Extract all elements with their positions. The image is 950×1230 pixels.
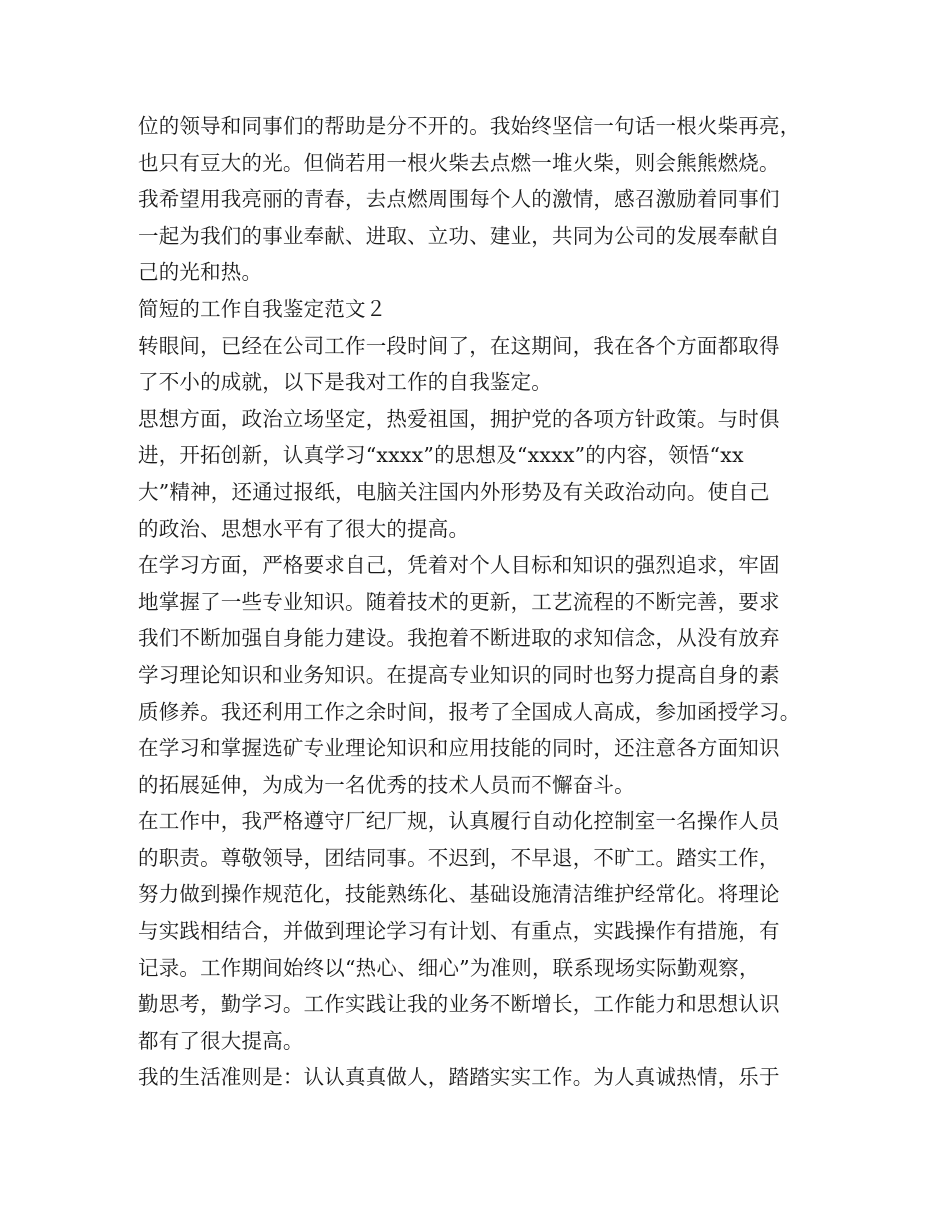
text-line: 记录。工作期间始终以“热心、细心”为准则，联系现场实际勤观察， bbox=[138, 955, 760, 980]
text-line: 地掌握了一些专业知识。随着技术的更新，工艺流程的不断完善，要求 bbox=[138, 589, 780, 614]
text-line: 勤思考，勤学习。工作实践让我的业务不断增长，工作能力和思想认识 bbox=[138, 992, 780, 1017]
text-line: 的政治、思想水平有了很大的提高。 bbox=[138, 516, 470, 541]
text-line: 大”精神，还通过报纸，电脑关注国内外形势及有关政治动向。使自己 bbox=[138, 479, 770, 504]
text-line: 己的光和热。 bbox=[138, 260, 263, 285]
text-line: 一起为我们的事业奉献、进取、立功、建业，共同为公司的发展奉献自 bbox=[138, 223, 780, 248]
text-line: 的职责。尊敬领导，团结同事。不迟到，不早退，不旷工。踏实工作， bbox=[138, 845, 780, 870]
text-line: 努力做到操作规范化，技能熟练化、基础设施清洁维护经常化。将理论 bbox=[138, 882, 780, 907]
document-body bbox=[138, 108, 828, 1096]
text-line: 的拓展延伸，为成为一名优秀的技术人员而不懈奋斗。 bbox=[138, 772, 635, 797]
text-line: 在学习和掌握选矿专业理论知识和应用技能的同时，还注意各方面知识 bbox=[138, 736, 780, 761]
text-line: 进，开拓创新，认真学习“xxxx”的思想及“xxxx”的内容，领悟“xx bbox=[138, 443, 744, 468]
text-line: 转眼间，已经在公司工作一段时间了，在这期间，我在各个方面都取得 bbox=[138, 333, 780, 358]
text-line: 在学习方面，严格要求自己，凭着对个人目标和知识的强烈追求，牢固 bbox=[138, 553, 780, 578]
text-line: 都有了很大提高。 bbox=[138, 1028, 304, 1053]
text-line: 我希望用我亮丽的青春，去点燃周围每个人的激情，感召激励着同事们 bbox=[138, 187, 780, 212]
text-line: 学习理论知识和业务知识。在提高专业知识的同时也努力提高自身的素 bbox=[138, 662, 780, 687]
text-line: 与实践相结合，并做到理论学习有计划、有重点，实践操作有措施，有 bbox=[138, 919, 780, 944]
text-line: 也只有豆大的光。但倘若用一根火柴去点燃一堆火柴，则会熊熊燃烧。 bbox=[138, 150, 780, 175]
text-line: 在工作中，我严格遵守厂纪厂规，认真履行自动化控制室一名操作人员 bbox=[138, 809, 780, 834]
text-line: 我的生活准则是：认认真真做人，踏踏实实工作。为人真诚热情，乐于 bbox=[138, 1065, 780, 1090]
text-line: 思想方面，政治立场坚定，热爱祖国，拥护党的各项方针政策。与时俱 bbox=[138, 406, 780, 431]
text-line: 位的领导和同事们的帮助是分不开的。我始终坚信一句话一根火柴再亮， bbox=[138, 114, 801, 138]
text-line: 我们不断加强自身能力建设。我抱着不断进取的求知信念，从没有放弃 bbox=[138, 626, 780, 651]
text-line: 了不小的成就，以下是我对工作的自我鉴定。 bbox=[138, 370, 552, 395]
text-line: 质修养。我还利用工作之余时间，报考了全国成人高成，参加函授学习。 bbox=[138, 699, 801, 724]
section-heading: 简短的工作自我鉴定范文２ bbox=[138, 296, 387, 321]
